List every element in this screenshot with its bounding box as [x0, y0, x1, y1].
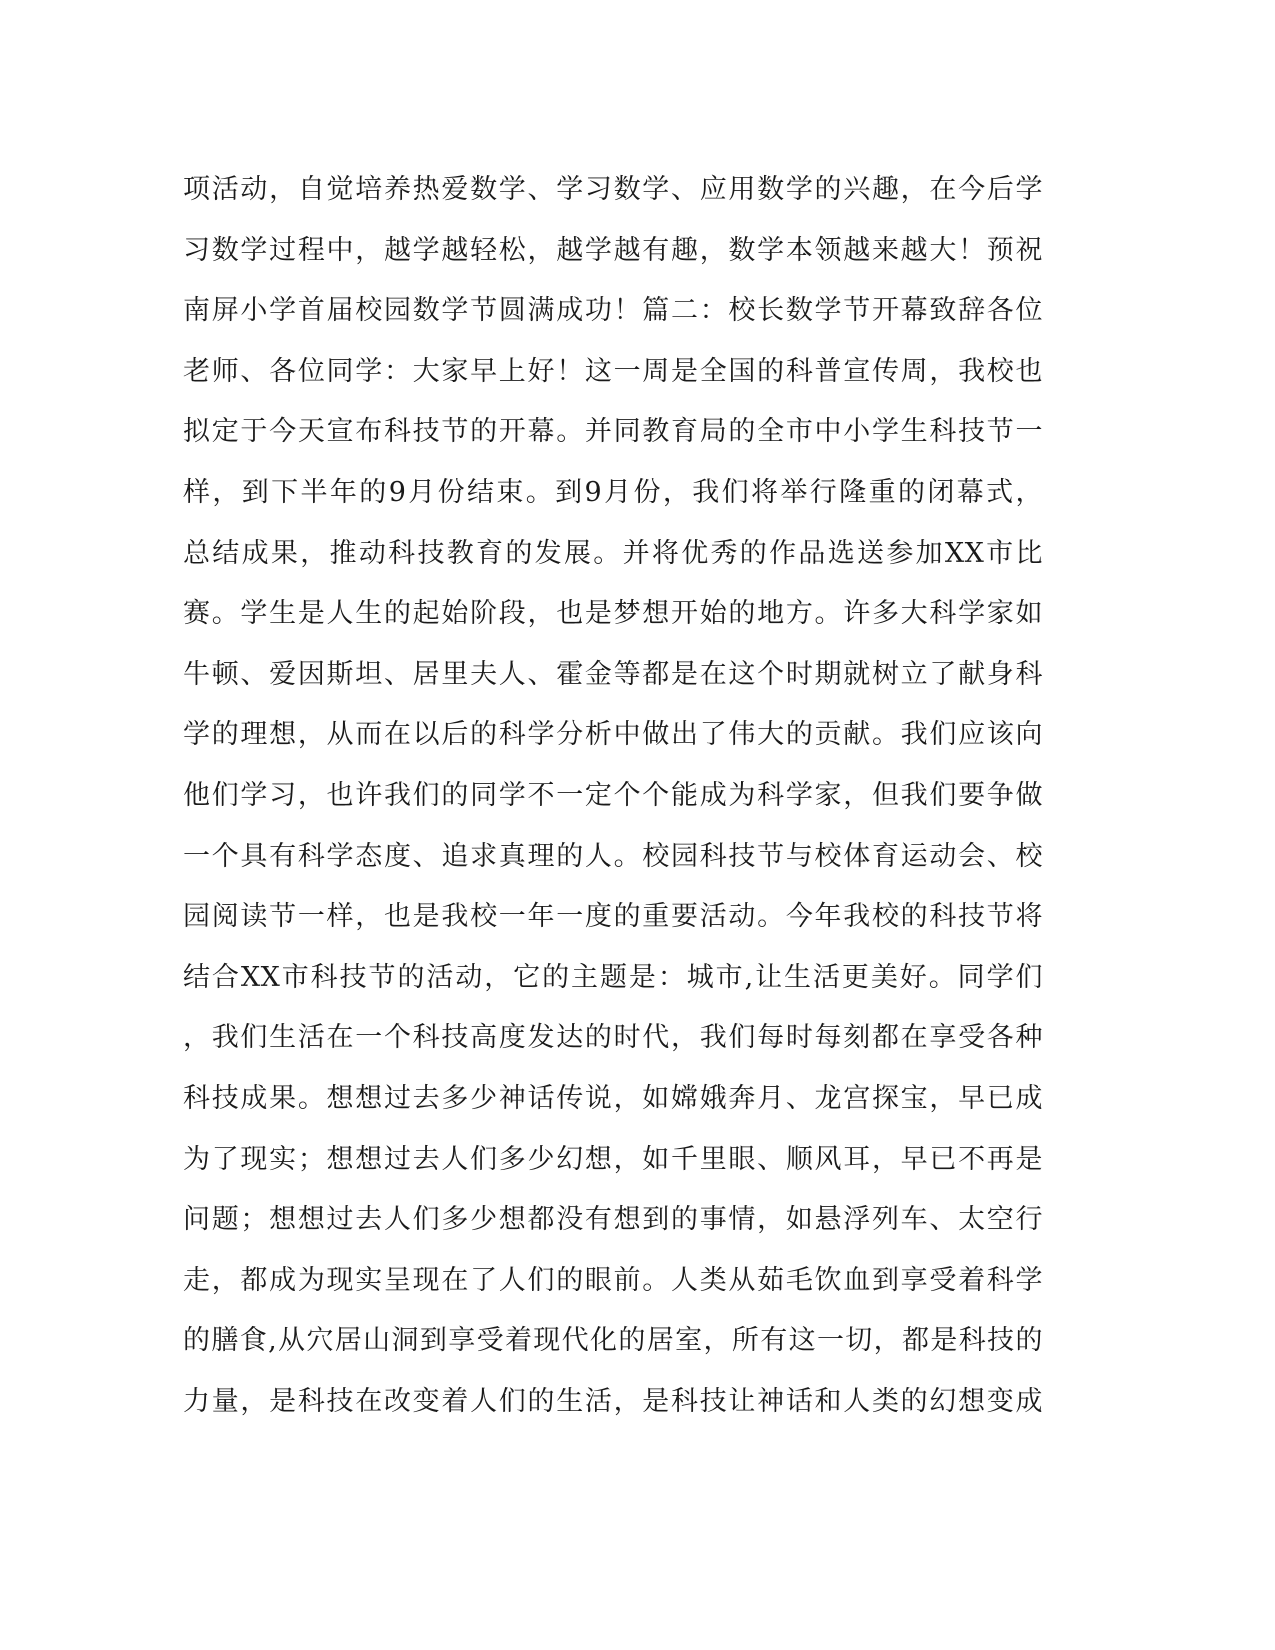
text-line: 南屏小学首届校园数学节圆满成功！篇二：校长数学节开幕致辞各位 [183, 295, 1043, 327]
body-text [183, 160, 1043, 1432]
text-line: 一个具有科学态度、追求真理的人。校园科技节与校体育运动会、校 [183, 840, 1043, 872]
text-line: 牛顿、爱因斯坦、居里夫人、霍金等都是在这个时期就树立了献身科 [183, 658, 1043, 690]
text-line: 的膳食,从穴居山洞到享受着现代化的居室，所有这一切，都是科技的 [183, 1325, 1043, 1357]
text-line: 拟定于今天宣布科技节的开幕。并同教育局的全市中小学生科技节一 [183, 416, 1043, 448]
text-line: 走，都成为现实呈现在了人们的眼前。人类从茹毛饮血到享受着科学 [183, 1264, 1043, 1296]
text-line: 习数学过程中，越学越轻松，越学越有趣，数学本领越来越大！预祝 [183, 234, 1043, 266]
text-line: 问题；想想过去人们多少想都没有想到的事情，如悬浮列车、太空行 [183, 1204, 1043, 1236]
text-line: 总结成果，推动科技教育的发展。并将优秀的作品选送参加XX市比 [183, 537, 1043, 569]
text-line: ，我们生活在一个科技高度发达的时代，我们每时每刻都在享受各种 [183, 1022, 1043, 1054]
text-line: 赛。学生是人生的起始阶段，也是梦想开始的地方。许多大科学家如 [183, 598, 1043, 630]
text-line: 学的理想，从而在以后的科学分析中做出了伟大的贡献。我们应该向 [183, 719, 1043, 751]
text-line: 他们学习，也许我们的同学不一定个个能成为科学家，但我们要争做 [183, 779, 1043, 811]
text-line: 样，到下半年的9月份结束。到9月份，我们将举行隆重的闭幕式， [183, 476, 1043, 508]
text-line: 结合XX市科技节的活动，它的主题是：城市,让生活更美好。同学们 [183, 961, 1043, 993]
text-line: 科技成果。想想过去多少神话传说，如嫦娥奔月、龙宫探宝，早已成 [183, 1082, 1043, 1114]
text-line: 项活动，自觉培养热爱数学、学习数学、应用数学的兴趣，在今后学 [183, 174, 1043, 205]
text-line: 园阅读节一样，也是我校一年一度的重要活动。今年我校的科技节将 [183, 901, 1043, 933]
text-line: 力量，是科技在改变着人们的生活，是科技让神话和人类的幻想变成 [183, 1385, 1043, 1417]
text-line: 老师、各位同学：大家早上好！这一周是全国的科普宣传周，我校也 [183, 355, 1043, 387]
text-line: 为了现实；想想过去人们多少幻想，如千里眼、顺风耳，早已不再是 [183, 1143, 1043, 1175]
